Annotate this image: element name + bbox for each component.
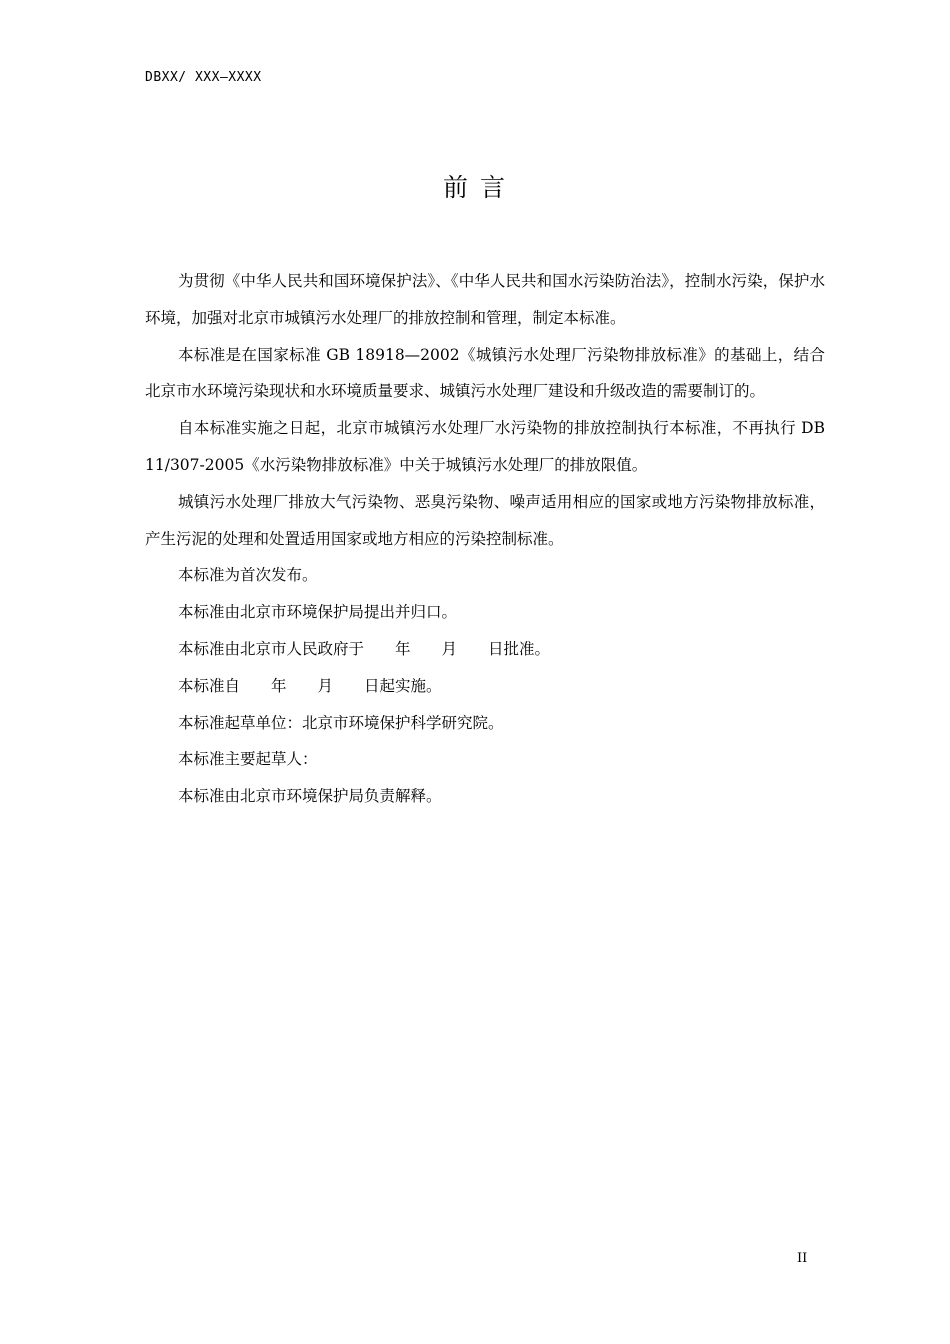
paragraph-proposer: 本标准由北京市环境保护局提出并归口。 — [178, 603, 458, 622]
paragraph-approval: 本标准由北京市人民政府于 年 月 日批准。 — [178, 639, 551, 658]
paragraph-effective-date: 本标准自 年 月 日起实施。 — [178, 676, 442, 695]
page-title: 前 言 — [443, 173, 507, 202]
foreword-body — [145, 263, 825, 815]
paragraph-applicability: 自本标准实施之日起，北京市城镇污水处理厂水污染物的排放控制执行本标准，不再执行 DB 11/307-2005《水污染物排放标准》中关于城镇污水处理厂的排放限值。 — [145, 419, 825, 474]
paragraph-purpose: 为贯彻《中华人民共和国环境保护法》、《中华人民共和国水污染防治法》，控制水污染，保护水环境，加强对北京市城镇污水处理厂的排放控制和管理，制定本标准。 — [145, 272, 825, 327]
paragraph-drafters: 本标准主要起草人： — [178, 750, 318, 769]
paragraph-first-release: 本标准为首次发布。 — [178, 566, 318, 585]
paragraph-drafting-unit: 本标准起草单位：北京市环境保护科学研究院。 — [178, 713, 504, 732]
paragraph-other-pollutants: 城镇污水处理厂排放大气污染物、恶臭污染物、噪声适用相应的国家或地方污染物排放标准，产生污泥的处理和处置适用国家或地方相应的污染控制标准。 — [145, 492, 825, 548]
paragraph-basis: 本标准是在国家标准 GB 18918—2002《城镇污水处理厂污染物排放标准》的基础上，结合北京市水环境污染现状和水环境质量要求、城镇污水处理厂建设和升级改造的需要制订的。 — [145, 345, 825, 401]
paragraph-interpretation: 本标准由北京市环境保护局负责解释。 — [178, 787, 442, 806]
page-number: II — [797, 1251, 808, 1266]
document-code: DBXX/ XXX—XXXX — [145, 70, 262, 85]
